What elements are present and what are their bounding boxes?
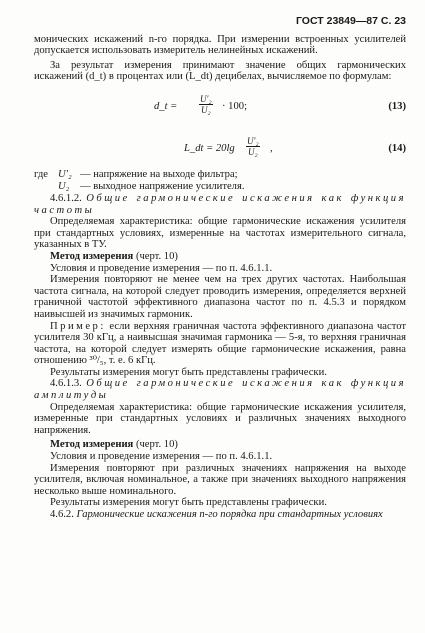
formula-14-number: (14) <box>388 142 406 154</box>
example-label: Пример: <box>50 320 106 332</box>
formula-14 <box>34 131 406 167</box>
section-4612-title: Общие гармонические искажения как функция частоты <box>34 192 406 216</box>
formula-13-fraction <box>199 94 213 115</box>
formula-13-rhs: · 100; <box>222 100 248 112</box>
where-symbol-u2: U₂ <box>58 180 70 192</box>
section-4612-number: 4.6.1.2. <box>50 192 82 204</box>
formula-13-number: (13) <box>388 100 406 112</box>
section-4613-method-label: Метод измерения <box>50 439 134 451</box>
section-4613-results: Результаты измерения могут быть представлены графически. <box>50 497 327 509</box>
section-4612-definition: Определяемая характеристика: общие гармонические искажения усилителя при стандартных условиях, измеренные на частотах измерительного сигнала, указанных в ТУ. <box>34 216 406 251</box>
formula-13-numerator: U′₂ <box>200 93 212 104</box>
where-text-u2-prime: — напряжение на выходе фильтра; <box>80 168 238 180</box>
where-lead: где <box>34 168 48 180</box>
section-4612-method-ref: (черт. 10) <box>135 250 178 262</box>
section-4612-example <box>34 321 406 367</box>
section-4612-method-label: Метод измерения <box>50 250 134 262</box>
section-4613-heading <box>34 378 406 401</box>
example-text: если верхняя граничная частота эффективного диапазона частот усилителя 30 кГц, а наивысшая значимая гармоника — 5-я, то верхняя граничная частота, на которой следует измерять общие гармонические искажения, равна отношению ³⁰/₅, т. е. 6 кГц. <box>34 320 406 367</box>
formula-14-numerator: U′₂ <box>247 135 259 146</box>
section-4613-definition: Определяемая характеристика: общие гармонические искажения усилителя, измеренные при стандартных условиях и различных значениях выходного напряжения. <box>34 401 406 436</box>
section-4612-heading <box>34 193 406 216</box>
section-4613-method <box>34 439 406 451</box>
section-4613-method-ref: (черт. 10) <box>135 439 178 451</box>
formula-14-rhs: , <box>270 142 273 154</box>
where-row-2 <box>34 181 406 193</box>
formula-13 <box>34 89 406 125</box>
formula-14-fraction <box>246 136 260 157</box>
section-462-heading <box>34 509 406 521</box>
section-4613-paragraph: Измерения повторяют при различных значениях напряжения на выходе усилителя, включая номинальное, а также при значениях выходного напряжения несколько выше номинального. <box>34 462 406 497</box>
where-symbol-u2-prime: U′₂ <box>58 168 72 180</box>
para-continuation: монических искажений n-го порядка. При измерении встроенных усилителей допускается использовать измеритель нелинейных искажений. <box>34 33 406 57</box>
section-462-title: Гармонические искажения n-го порядка при стандартных условиях <box>76 509 383 520</box>
section-4613-number: 4.6.1.3. <box>50 378 82 390</box>
formula-13-denominator: U₂ <box>200 104 211 115</box>
section-4612-conditions: Условия и проведение измерения — по п. 4.6.1.1. <box>50 262 273 274</box>
section-4612-method <box>34 251 406 263</box>
section-4613-title: Общие гармонические искажения как функция амплитуды <box>34 378 406 402</box>
page-header: ГОСТ 23849—87 С. 23 <box>295 15 406 27</box>
where-row-1 <box>34 169 406 181</box>
where-text-u2: — выходное напряжение усилителя. <box>80 180 245 192</box>
formula-14-denominator: U₂ <box>247 146 258 157</box>
section-4612-results: Результаты измерения могут быть представлены графически. <box>50 366 327 378</box>
section-4613-conditions: Условия и проведение измерения — по п. 4.6.1.1. <box>50 451 273 463</box>
formula-13-lhs: d_t = <box>154 100 178 112</box>
section-4612-paragraph: Измерения повторяют не менее чем на трех других частотах. Наибольшая частота сигнала, на которой следует проводить измерения, определяется верхней граничной частотой эффективного диапазона частот по п. 4.5.3 и порядком наивысшей из значимых гармоник. <box>34 274 406 320</box>
document-page <box>34 16 406 521</box>
formula-14-lhs: L_dt = 20lg <box>184 142 235 154</box>
section-462-number: 4.6.2. <box>50 509 74 520</box>
para-result-definition: За результат измерения принимают значение общих гармонических искажений (d_t) в процентах или (L_dt) децибелах, вычисляемое по формулам: <box>34 59 406 83</box>
